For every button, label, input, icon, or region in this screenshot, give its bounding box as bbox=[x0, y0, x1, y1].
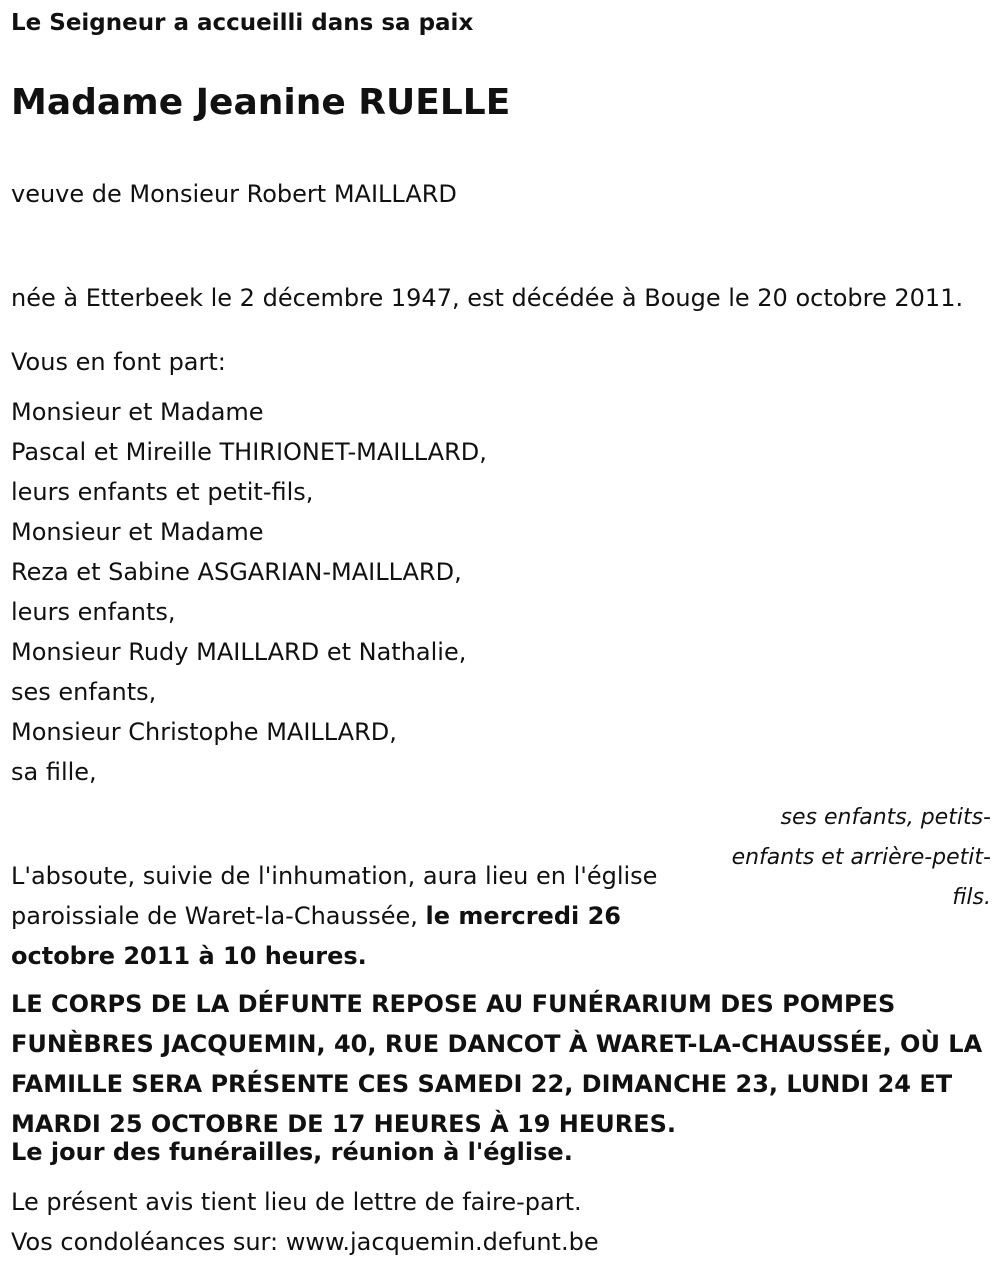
family-line: Monsieur et Madame bbox=[11, 518, 264, 546]
family-line: leurs enfants et petit-fils, bbox=[11, 478, 314, 506]
funeral-day: Le jour des funérailles, réunion à l'église. bbox=[11, 1138, 573, 1166]
ceremony-text bbox=[11, 856, 721, 976]
family-line: Monsieur Rudy MAILLARD et Nathalie, bbox=[11, 638, 467, 666]
family-line: Monsieur et Madame bbox=[11, 398, 264, 426]
family-line: Monsieur Christophe MAILLARD, bbox=[11, 718, 397, 746]
faire-part-notice: Le présent avis tient lieu de lettre de faire-part. bbox=[11, 1188, 582, 1216]
side-note-descendants: ses enfants, petits-enfants et arrière-petit-fils. bbox=[731, 805, 991, 910]
condolences-link: Vos condoléances sur: www.jacquemin.defunt.be bbox=[11, 1228, 599, 1256]
family-line: ses enfants, bbox=[11, 678, 157, 706]
ceremony-date: le mercredi 26 octobre 2011 à 10 heures. bbox=[11, 902, 621, 970]
family-line: Pascal et Mireille THIRIONET-MAILLARD, bbox=[11, 438, 487, 466]
deceased-name: Madame Jeanine RUELLE bbox=[11, 82, 511, 123]
family-line: leurs enfants, bbox=[11, 598, 176, 626]
obituary-notice bbox=[11, 0, 991, 1286]
family-line: sa fille, bbox=[11, 758, 97, 786]
widow-of: veuve de Monsieur Robert MAILLARD bbox=[11, 180, 457, 208]
ceremony-location: L'absoute, suivie de l'inhumation, aura lieu en l'église paroissiale de Waret-la-Chaussée, bbox=[11, 862, 658, 930]
birth-death-text: née à Etterbeek le 2 décembre 1947, est décédée à Bouge le 20 octobre 2011. bbox=[11, 284, 964, 312]
funerarium-notice: LE CORPS DE LA DÉFUNTE REPOSE AU FUNÉRARIUM DES POMPES FUNÈBRES JACQUEMIN, 40, RUE DANCOT À WARET-LA-CHAUSSÉE, OÙ LA FAMILLE SERA PRÉSENTE CES SAMEDI 22, DIMANCHE 23, LUNDI 24 ET MARDI 25 OCTOBRE DE 17 HEURES À 19 HEURES. bbox=[11, 990, 983, 1138]
family-line: Reza et Sabine ASGARIAN-MAILLARD, bbox=[11, 558, 462, 586]
announce-intro: Vous en font part: bbox=[11, 348, 226, 376]
intro-heading: Le Seigneur a accueilli dans sa paix bbox=[11, 10, 474, 36]
